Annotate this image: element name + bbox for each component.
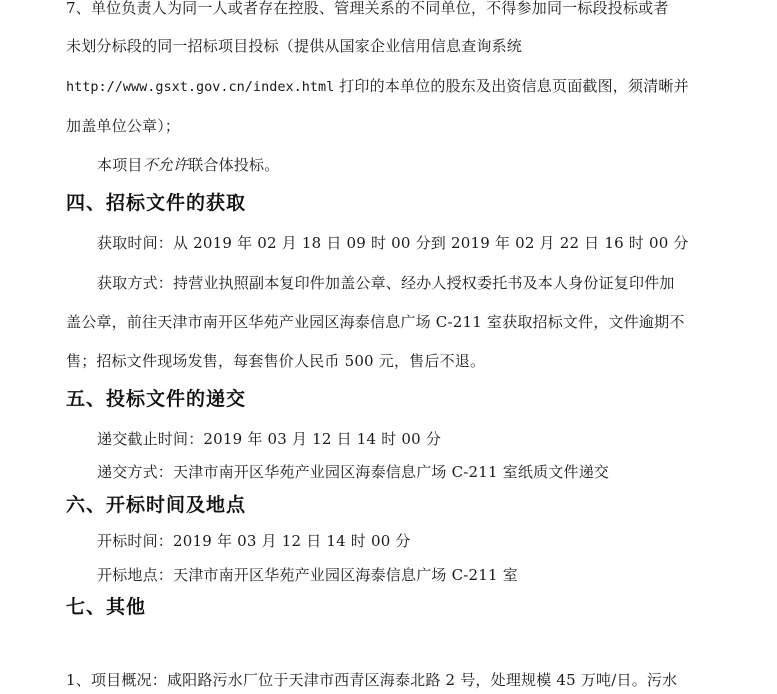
section5-method: 递交方式：天津市南开区华苑产业园区海泰信息广场 C-211 室纸质文件递交	[97, 463, 610, 481]
para7-line3-text: 打印的本单位的股东及出资信息页面截图，须清晰并	[334, 77, 689, 95]
para7-line2: 未划分标段的同一招标项目投标（提供从国家企业信用信息查询系统	[66, 37, 523, 55]
para7-line4: 加盖单位公章）；	[66, 117, 181, 135]
para7-line1: 7、单位负责人为同一人或者存在控股、管理关系的不同单位，不得参加同一标段投标或者	[66, 0, 669, 17]
section4-heading: 四、招标文件的获取	[66, 192, 247, 214]
section6-heading: 六、开标时间及地点	[66, 494, 247, 516]
section4-method-line3: 售；招标文件现场发售，每套售价人民币 500 元，售后不退。	[66, 352, 486, 370]
section4-method-line2: 盖公章，前往天津市南开区华苑产业园区海泰信息广场 C-211 室获取招标文件，文件逾期不	[66, 313, 685, 331]
section6-place: 开标地点：天津市南开区华苑产业园区海泰信息广场 C-211 室	[97, 566, 518, 584]
section4-method-line1: 获取方式：持营业执照副本复印件加盖公章、经办人授权委托书及本人身份证复印件加	[97, 274, 675, 292]
consortium-emphasis: 不允许	[142, 156, 189, 174]
section5-deadline: 递交截止时间：2019 年 03 月 12 日 14 时 00 分	[97, 430, 442, 448]
consortium-statement	[97, 155, 279, 175]
section6-time: 开标时间：2019 年 03 月 12 日 14 时 00 分	[97, 532, 411, 550]
section5-heading: 五、投标文件的递交	[66, 388, 247, 410]
para7-line3	[66, 76, 689, 97]
section4-time: 获取时间：从 2019 年 02 月 18 日 09 时 00 分到 2019 年 02 月 22 日 16 时 00 分	[97, 234, 689, 252]
section7-item1: 1、项目概况：咸阳路污水厂位于天津市西青区海泰北路 2 号，处理规模 45 万吨/日。污水	[66, 671, 678, 689]
consortium-prefix: 本项目	[97, 156, 143, 174]
gsxt-url: http://www.gsxt.gov.cn/index.html	[66, 79, 335, 95]
consortium-suffix: 联合体投标。	[188, 156, 280, 174]
section7-heading: 七、其他	[66, 596, 147, 618]
